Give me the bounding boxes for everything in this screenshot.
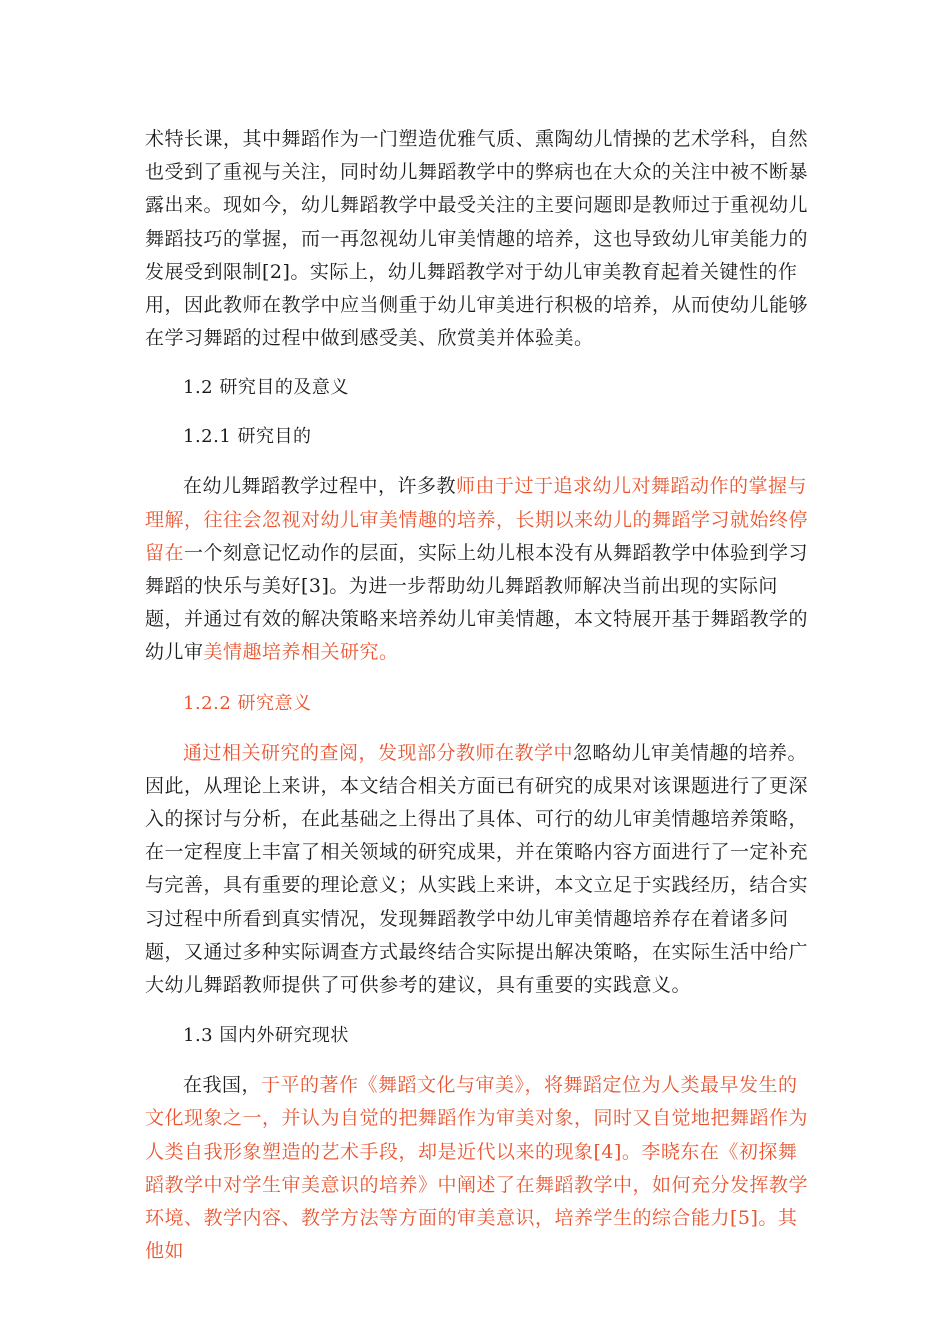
highlighted-text: 师由于过于追求幼儿对舞蹈动作的掌握与理解，往往会忽视对幼儿审美情趣的培养，长期以来幼儿的舞蹈学习就始终停留在: [145, 475, 809, 564]
spacer: [145, 670, 810, 687]
text-run: 在我国，: [183, 1074, 262, 1097]
highlighted-text: 于平的著作《舞蹈文化与审美》，将舞蹈定位为人类最早发生的文化现象之一，并认为自觉的把舞蹈作为审美对象，同时又自觉地把舞蹈作为人类自我形象塑造的艺术手段，却是近代以来的现象[4]。李晓东在《初探舞蹈教学中对学生审美意识的培养》: [145, 1074, 809, 1196]
heading-1-2: 1.2 研究目的及意义: [183, 377, 349, 399]
paragraph-domestic-research: [145, 1069, 810, 1268]
text-run: 在幼儿舞蹈教学过程中，许多教: [183, 475, 457, 498]
highlighted-text: 美情趣培养相关研究。: [203, 641, 399, 664]
spacer: [145, 355, 810, 371]
paragraph-intro-continued: 术特长课，其中舞蹈作为一门塑造优雅气质、熏陶幼儿情操的艺术学科，自然也受到了重视与关注，同时幼儿舞蹈教学中的弊病也在大众的关注中被不断暴露出来。现如今，幼儿舞蹈教学中最受关注的主要问题即是教师过于重视幼儿舞蹈技巧的掌握，而一再忽视幼儿审美情趣的培养，这也导致幼儿审美能力的发展受到限制[2]。实际上，幼儿舞蹈教学对于幼儿审美教育起着关键性的作用，因此教师在教学中应当侧重于幼儿审美进行积极的培养，从而使幼儿能够在学习舞蹈的过程中做到感受美、欣赏美并体验美。: [145, 128, 809, 350]
heading-1-3: 1.3 国内外研究现状: [183, 1025, 349, 1047]
spacer: [145, 1052, 810, 1069]
spacer: [145, 404, 810, 420]
highlighted-text: 中阐述了在舞蹈教学中，如何充分发挥教学环境、教学内容、教学方法等方面的审美意识，培养学生的综合能力[5]。其他如: [145, 1173, 809, 1263]
heading-1-2-2: 1.2.2 研究意义: [183, 692, 312, 714]
text-run: 忽略幼儿审美情趣的培养。因此，从理论上来讲，本文结合相关方面已有研究的成果对该课题进行了更深入的探讨与分析，在此基础之上得出了具体、可行的幼儿审美情趣培养策略，在一定程度上丰富了相关领域的研究成果，并在策略内容方面进行了一定补充与完善，具有重要的理论意义；从实践上来讲，本文立足于实践经历，结合实习过程中所看到真实情况，发现舞蹈教学中幼儿审美情趣培养存在着诸多问题，又通过多种实际调查方式最终结合实际提出解决策略，在实际生活中给广大幼儿舞蹈教师提供了可供参考的建议，具有重要的实践意义。: [145, 741, 809, 997]
spacer: [145, 1002, 810, 1019]
highlighted-text: 通过相关研究的查阅，发现部分教师在教学中: [183, 741, 574, 764]
heading-1-2-1: 1.2.1 研究目的: [183, 426, 312, 448]
spacer: [145, 453, 810, 470]
paragraph-research-significance: [145, 737, 810, 1003]
spacer: [145, 720, 810, 737]
paragraph-research-purpose: [145, 470, 810, 669]
text-run: 一个刻意记忆动作的层面，实际上幼儿根本没有从舞蹈教学中体验到学习舞蹈的快乐与美好[3]。为进一步帮助幼儿舞蹈教师解决当前出现的实际问题，并通过有效的解决策略来培养幼儿审美情趣，本文特展开基于舞蹈教学的幼儿审: [145, 541, 809, 664]
